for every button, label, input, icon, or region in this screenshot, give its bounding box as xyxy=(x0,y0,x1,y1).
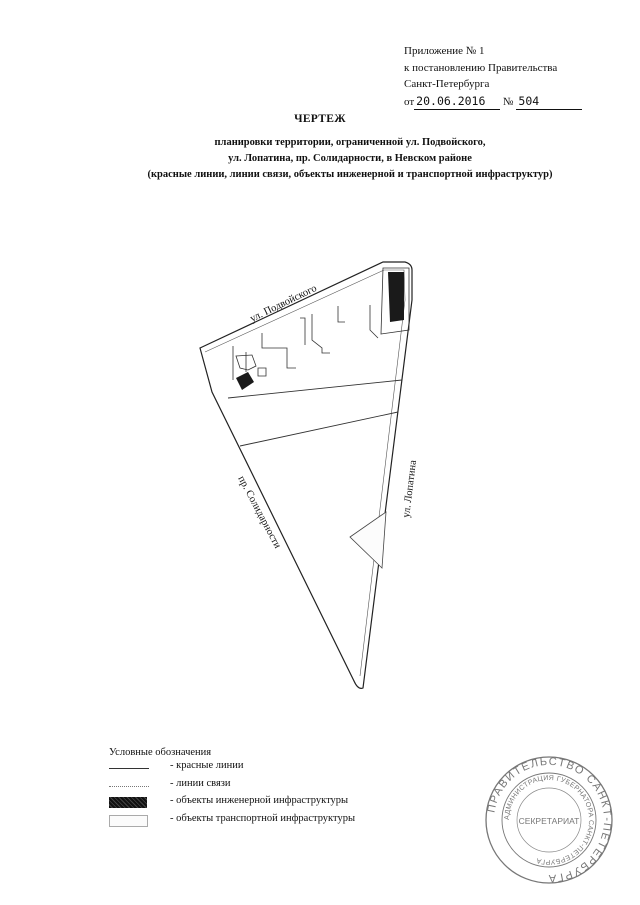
subtitle-line-2: ул. Лопатина, пр. Солидарности, в Невском районе xyxy=(228,153,472,164)
decree-date: 20.06.2016 xyxy=(414,93,500,111)
street-label-lopatina: ул. Лопатина xyxy=(401,459,420,519)
transport-fill-symbol xyxy=(109,815,148,827)
engineering-object-1 xyxy=(236,372,254,390)
number-prefix: № xyxy=(502,95,514,108)
legend-row-communication-lines xyxy=(109,777,231,796)
date-prefix: от xyxy=(404,95,415,108)
legend-label: - объекты инженерной инфраструктуры xyxy=(170,795,349,806)
territory-boundary xyxy=(200,262,412,688)
appendix-line-3: Санкт-Петербурга xyxy=(404,78,490,90)
red-line-symbol xyxy=(109,768,149,769)
engineering-fill-symbol xyxy=(109,797,147,808)
subtitle-line-1: планировки территории, ограниченной ул. Подвойского, xyxy=(214,137,486,148)
street-label-solidarnosti: пр. Солидарности xyxy=(235,474,283,551)
legend xyxy=(109,747,356,830)
cross-line-lower xyxy=(240,412,398,446)
svg-text:СЕКРЕТАРИАТ: СЕКРЕТАРИАТ xyxy=(518,816,580,826)
official-seal-stamp xyxy=(484,755,614,885)
legend-row-transport xyxy=(109,812,356,831)
document-title: ЧЕРТЕЖ xyxy=(294,113,346,125)
svg-text:ПРАВИТЕЛЬСТВО САНКТ-ПЕТЕРБУРГА: ПРАВИТЕЛЬСТВО САНКТ-ПЕТЕРБУРГА xyxy=(485,755,614,885)
legend-label: - красные линии xyxy=(170,760,244,771)
subtitle-line-3: (красные линии, линии связи, объекты инженерной и транспортной инфраструктур) xyxy=(147,169,553,180)
appendix-line-2: к постановлению Правительства xyxy=(404,61,558,74)
legend-label: - объекты транспортной инфраструктуры xyxy=(170,812,356,824)
decree-number: 504 xyxy=(516,93,582,111)
legend-label: - линии связи xyxy=(170,777,231,789)
legend-title: Условные обозначения xyxy=(109,747,212,758)
building-contour-small xyxy=(258,368,266,376)
communication-line-symbol xyxy=(109,786,149,787)
svg-text:АДМИНИСТРАЦИЯ ГУБЕРНАТОРА САНК: АДМИНИСТРАЦИЯ ГУБЕРНАТОРА САНКТ-ПЕТЕРБУРГА xyxy=(503,774,595,866)
street-label-podvoiskogo: ул. Подвойского xyxy=(248,282,319,325)
legend-row-red-lines xyxy=(109,760,244,778)
transport-object xyxy=(350,512,386,568)
cross-line-upper xyxy=(228,380,402,398)
legend-row-engineering xyxy=(109,795,349,813)
engineering-object-2 xyxy=(388,272,404,322)
appendix-line-1: Приложение № 1 xyxy=(404,45,485,57)
